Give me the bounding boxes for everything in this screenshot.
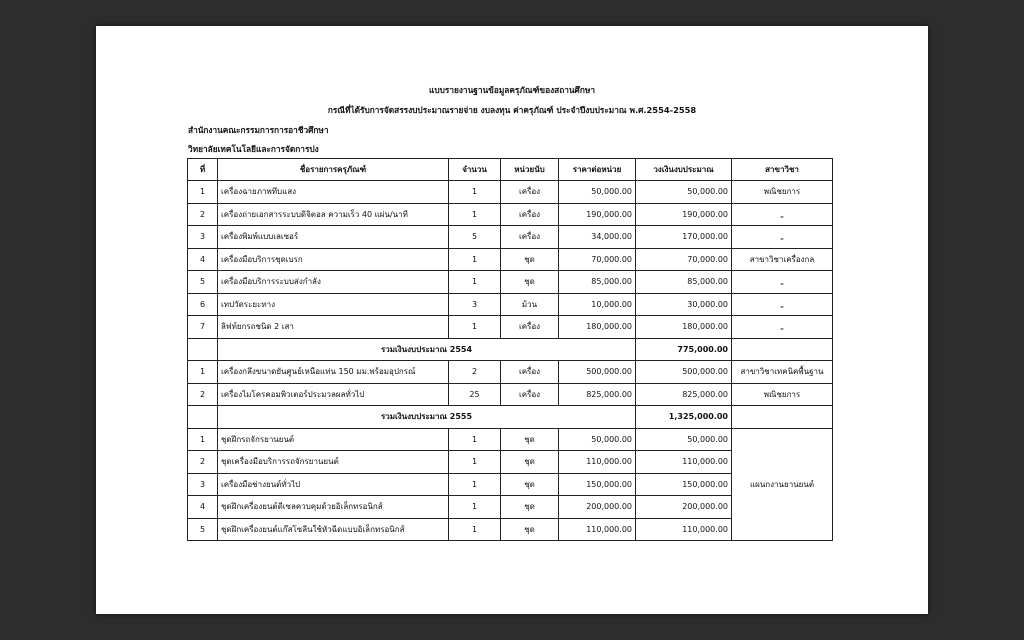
item-price: 825,000.00 bbox=[559, 383, 636, 406]
item-name: เทปวัดระยะทาง bbox=[218, 293, 449, 316]
item-qty: 1 bbox=[449, 518, 501, 541]
equipment-table bbox=[187, 158, 833, 541]
item-name: เครื่องมือบริการระบบส่งกำลัง bbox=[218, 271, 449, 294]
document-title: แบบรายงานฐานข้อมูลครุภัณฑ์ของสถานศึกษา bbox=[429, 85, 595, 95]
item-budget: 150,000.00 bbox=[636, 473, 732, 496]
item-name: เครื่องถ่ายเอกสารระบบดิจิตอล ความเร็ว 40 แผ่น/นาที bbox=[218, 203, 449, 226]
subtotal-row bbox=[188, 406, 833, 429]
item-budget: 85,000.00 bbox=[636, 271, 732, 294]
item-qty: 1 bbox=[449, 271, 501, 294]
item-budget: 170,000.00 bbox=[636, 226, 732, 249]
table-row bbox=[188, 271, 833, 294]
subtotal-row bbox=[188, 338, 833, 361]
table-row bbox=[188, 203, 833, 226]
item-budget: 200,000.00 bbox=[636, 496, 732, 519]
item-no: 2 bbox=[188, 383, 218, 406]
item-price: 10,000.00 bbox=[559, 293, 636, 316]
table-row bbox=[188, 316, 833, 339]
item-price: 500,000.00 bbox=[559, 361, 636, 384]
item-qty: 1 bbox=[449, 451, 501, 474]
table-row bbox=[188, 361, 833, 384]
item-unit: ชุด bbox=[501, 518, 559, 541]
item-price: 85,000.00 bbox=[559, 271, 636, 294]
item-name: เครื่องไมโครคอมพิวเตอร์ประมวลผลทั่วไป bbox=[218, 383, 449, 406]
subtotal-label: รวมเงินงบประมาณ 2554 bbox=[218, 338, 636, 361]
header-dept: สาขาวิชา bbox=[732, 159, 833, 181]
item-budget: 110,000.00 bbox=[636, 451, 732, 474]
item-name: เครื่องกลึงขนาดยันศูนย์เหนือแท่น 150 มม.พร้อมอุปกรณ์ bbox=[218, 361, 449, 384]
item-unit: เครื่อง bbox=[501, 226, 559, 249]
item-budget: 70,000.00 bbox=[636, 248, 732, 271]
table-row bbox=[188, 181, 833, 204]
item-budget: 190,000.00 bbox=[636, 203, 732, 226]
item-price: 70,000.00 bbox=[559, 248, 636, 271]
item-no: 3 bbox=[188, 473, 218, 496]
subtotal-blank bbox=[188, 406, 218, 429]
item-qty: 25 bbox=[449, 383, 501, 406]
table-row bbox=[188, 248, 833, 271]
group-dept: แผนกงานยานยนต์ bbox=[732, 428, 833, 541]
item-dept: „ bbox=[732, 316, 833, 339]
item-no: 5 bbox=[188, 518, 218, 541]
item-name: ชุดฝึกเครื่องยนต์แก๊สโซลีนใช้หัวฉีดแบบอิเล็กทรอนิกส์ bbox=[218, 518, 449, 541]
item-dept: พณิชยการ bbox=[732, 181, 833, 204]
item-dept: „ bbox=[732, 226, 833, 249]
item-name: เครื่องพิมพ์แบบเลเซอร์ bbox=[218, 226, 449, 249]
table-row bbox=[188, 428, 833, 451]
item-price: 110,000.00 bbox=[559, 451, 636, 474]
item-budget: 825,000.00 bbox=[636, 383, 732, 406]
item-no: 3 bbox=[188, 226, 218, 249]
item-qty: 1 bbox=[449, 428, 501, 451]
item-qty: 3 bbox=[449, 293, 501, 316]
item-unit: เครื่อง bbox=[501, 361, 559, 384]
item-qty: 1 bbox=[449, 316, 501, 339]
item-qty: 1 bbox=[449, 248, 501, 271]
table-row bbox=[188, 293, 833, 316]
document-page bbox=[96, 26, 928, 614]
org-name: สำนักงานคณะกรรมการการอาชีวศึกษา bbox=[188, 125, 329, 135]
subtotal-label: รวมเงินงบประมาณ 2555 bbox=[218, 406, 636, 429]
item-unit: เครื่อง bbox=[501, 383, 559, 406]
item-unit: เครื่อง bbox=[501, 181, 559, 204]
item-no: 1 bbox=[188, 181, 218, 204]
table-row bbox=[188, 383, 833, 406]
item-no: 4 bbox=[188, 248, 218, 271]
item-budget: 110,000.00 bbox=[636, 518, 732, 541]
item-unit: ชุด bbox=[501, 428, 559, 451]
item-budget: 500,000.00 bbox=[636, 361, 732, 384]
item-unit: ชุด bbox=[501, 451, 559, 474]
table-row bbox=[188, 226, 833, 249]
item-budget: 180,000.00 bbox=[636, 316, 732, 339]
subtotal-dept-blank bbox=[732, 406, 833, 429]
item-qty: 2 bbox=[449, 361, 501, 384]
item-name: ชุดเครื่องมือบริการรถจักรยานยนต์ bbox=[218, 451, 449, 474]
item-no: 2 bbox=[188, 203, 218, 226]
item-unit: เครื่อง bbox=[501, 316, 559, 339]
item-no: 1 bbox=[188, 428, 218, 451]
header-price: ราคาต่อหน่วย bbox=[559, 159, 636, 181]
item-name: เครื่องฉายภาพทึบแสง bbox=[218, 181, 449, 204]
item-price: 50,000.00 bbox=[559, 428, 636, 451]
item-no: 4 bbox=[188, 496, 218, 519]
header-unit: หน่วยนับ bbox=[501, 159, 559, 181]
item-qty: 5 bbox=[449, 226, 501, 249]
item-no: 1 bbox=[188, 361, 218, 384]
item-price: 50,000.00 bbox=[559, 181, 636, 204]
item-budget: 30,000.00 bbox=[636, 293, 732, 316]
item-budget: 50,000.00 bbox=[636, 181, 732, 204]
item-price: 190,000.00 bbox=[559, 203, 636, 226]
item-price: 150,000.00 bbox=[559, 473, 636, 496]
item-qty: 1 bbox=[449, 181, 501, 204]
item-price: 34,000.00 bbox=[559, 226, 636, 249]
item-name: เครื่องมือช่างยนต์ทั่วไป bbox=[218, 473, 449, 496]
subtotal-dept-blank bbox=[732, 338, 833, 361]
item-dept: สาขาวิชาเทคนิคพื้นฐาน bbox=[732, 361, 833, 384]
item-name: ชุดฝึกรถจักรยานยนต์ bbox=[218, 428, 449, 451]
item-price: 180,000.00 bbox=[559, 316, 636, 339]
item-unit: ม้วน bbox=[501, 293, 559, 316]
item-unit: เครื่อง bbox=[501, 203, 559, 226]
item-dept: „ bbox=[732, 203, 833, 226]
item-dept: „ bbox=[732, 293, 833, 316]
table-header-row bbox=[188, 159, 833, 181]
item-budget: 50,000.00 bbox=[636, 428, 732, 451]
header-no: ที่ bbox=[188, 159, 218, 181]
item-qty: 1 bbox=[449, 203, 501, 226]
subtotal-amount: 775,000.00 bbox=[636, 338, 732, 361]
header-qty: จำนวน bbox=[449, 159, 501, 181]
document-subtitle: กรณีที่ได้รับการจัดสรรงบประมาณรายจ่าย งบลงทุน ค่าครุภัณฑ์ ประจำปีงบประมาณ พ.ศ.2554-2558 bbox=[327, 105, 697, 115]
item-qty: 1 bbox=[449, 496, 501, 519]
item-price: 200,000.00 bbox=[559, 496, 636, 519]
item-no: 5 bbox=[188, 271, 218, 294]
item-unit: ชุด bbox=[501, 496, 559, 519]
item-no: 7 bbox=[188, 316, 218, 339]
item-no: 6 bbox=[188, 293, 218, 316]
item-qty: 1 bbox=[449, 473, 501, 496]
college-name: วิทยาลัยเทคโนโลยีและการจัดการปง bbox=[188, 144, 319, 154]
item-dept: „ bbox=[732, 271, 833, 294]
subtotal-blank bbox=[188, 338, 218, 361]
header-name: ชื่อรายการครุภัณฑ์ bbox=[218, 159, 449, 181]
item-unit: ชุด bbox=[501, 473, 559, 496]
item-dept: พณิชยการ bbox=[732, 383, 833, 406]
item-price: 110,000.00 bbox=[559, 518, 636, 541]
item-no: 2 bbox=[188, 451, 218, 474]
subtotal-amount: 1,325,000.00 bbox=[636, 406, 732, 429]
item-unit: ชุด bbox=[501, 248, 559, 271]
item-name: เครื่องมือบริการชุดเบรก bbox=[218, 248, 449, 271]
header-budget: วงเงินงบประมาณ bbox=[636, 159, 732, 181]
item-name: ลิฟท์ยกรถชนิด 2 เสา bbox=[218, 316, 449, 339]
item-name: ชุดฝึกเครื่องยนต์ดีเซลควบคุมด้วยอิเล็กทรอนิกส์ bbox=[218, 496, 449, 519]
item-dept: สาขาวิชาเครื่องกล bbox=[732, 248, 833, 271]
item-unit: ชุด bbox=[501, 271, 559, 294]
